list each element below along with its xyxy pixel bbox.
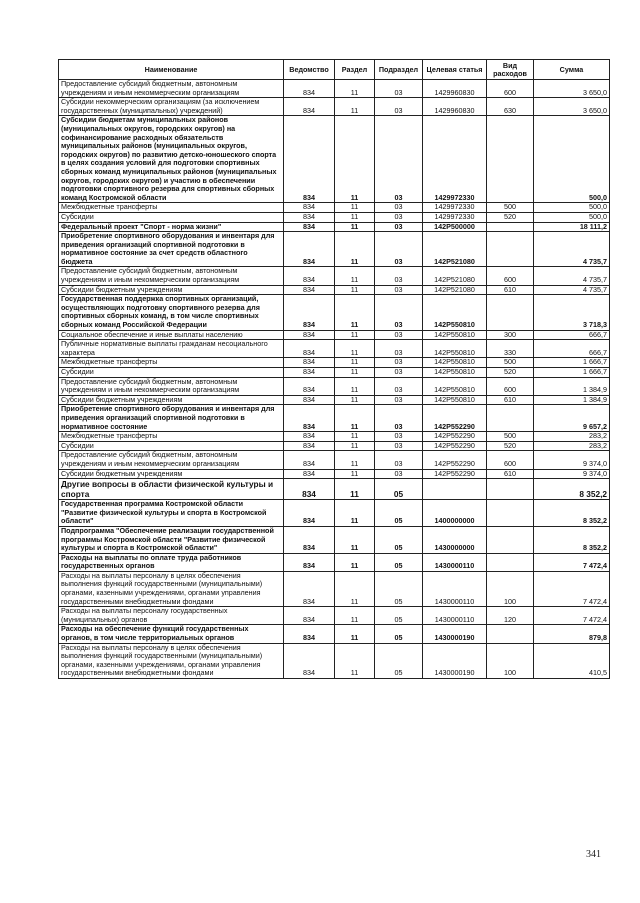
cell-name: Публичные нормативные выплаты гражданам несоциального характера	[59, 340, 284, 358]
cell-type	[487, 405, 534, 432]
cell-section: 11	[335, 500, 375, 527]
cell-target: 1430000190	[423, 625, 487, 643]
cell-name: Другие вопросы в области физической культуры и спорта	[59, 479, 284, 500]
cell-target: 142P550810	[423, 377, 487, 395]
cell-type: 120	[487, 607, 534, 625]
cell-subsection: 03	[375, 441, 423, 451]
col-header-ministry: Ведомство	[284, 60, 335, 80]
table-row	[59, 405, 610, 432]
cell-ministry: 834	[284, 526, 335, 553]
cell-type: 500	[487, 203, 534, 213]
cell-sum: 7 472,4	[534, 553, 610, 571]
table-row	[59, 607, 610, 625]
cell-ministry: 834	[284, 358, 335, 368]
cell-target: 142P550810	[423, 358, 487, 368]
cell-sum: 500,0	[534, 212, 610, 222]
cell-type	[487, 222, 534, 232]
cell-target: 142P521080	[423, 232, 487, 267]
cell-ministry: 834	[284, 469, 335, 479]
cell-name: Расходы на выплаты по оплате труда работников государственных органов	[59, 553, 284, 571]
col-header-type: Вид расходов	[487, 60, 534, 80]
cell-target: 1430000110	[423, 553, 487, 571]
cell-target: 142P521080	[423, 285, 487, 295]
cell-section: 11	[335, 295, 375, 330]
table-row	[59, 285, 610, 295]
cell-name: Федеральный проект "Спорт - норма жизни"	[59, 222, 284, 232]
cell-name: Предоставление субсидий бюджетным, автономным учреждениям и иным некоммерческим организациям	[59, 377, 284, 395]
cell-subsection: 03	[375, 377, 423, 395]
cell-section: 11	[335, 232, 375, 267]
cell-target: 1430000190	[423, 643, 487, 678]
cell-section: 11	[335, 469, 375, 479]
cell-name: Субсидии некоммерческим организациям (за исключением государственных (муниципальных) учреждений)	[59, 98, 284, 116]
cell-name: Расходы на выплаты персоналу в целях обеспечения выполнения функций государственными (муниципальными) органами, казенными учреждениями, органами управления государственными внебюджетными фондами	[59, 643, 284, 678]
cell-target: 1430000000	[423, 526, 487, 553]
table-row	[59, 625, 610, 643]
table-row	[59, 358, 610, 368]
cell-target: 142P500000	[423, 222, 487, 232]
cell-subsection: 03	[375, 469, 423, 479]
cell-target: 1429960830	[423, 80, 487, 98]
cell-subsection: 03	[375, 267, 423, 285]
cell-ministry: 834	[284, 405, 335, 432]
cell-subsection: 05	[375, 607, 423, 625]
cell-subsection: 03	[375, 98, 423, 116]
cell-section: 11	[335, 116, 375, 203]
cell-section: 11	[335, 222, 375, 232]
cell-sum: 1 384,9	[534, 395, 610, 405]
cell-type: 300	[487, 330, 534, 340]
cell-sum: 9 374,0	[534, 469, 610, 479]
cell-subsection: 05	[375, 625, 423, 643]
cell-name: Расходы на обеспечение функций государственных органов, в том числе территориальных органов	[59, 625, 284, 643]
budget-table-page	[58, 59, 609, 679]
cell-type	[487, 232, 534, 267]
col-header-name: Наименование	[59, 60, 284, 80]
cell-subsection: 05	[375, 500, 423, 527]
cell-name: Субсидии	[59, 212, 284, 222]
cell-name: Расходы на выплаты персоналу в целях обеспечения выполнения функций государственными (муниципальными) органами, казенными учреждениями, органами управления государственными внебюджетными фондами	[59, 571, 284, 606]
cell-sum: 879,8	[534, 625, 610, 643]
cell-subsection: 03	[375, 203, 423, 213]
cell-section: 11	[335, 607, 375, 625]
table-row	[59, 340, 610, 358]
cell-type: 600	[487, 80, 534, 98]
cell-ministry: 834	[284, 479, 335, 500]
cell-target: 1429972330	[423, 212, 487, 222]
cell-ministry: 834	[284, 295, 335, 330]
cell-sum: 3 650,0	[534, 98, 610, 116]
cell-subsection: 03	[375, 212, 423, 222]
cell-ministry: 834	[284, 643, 335, 678]
budget-table	[58, 59, 610, 679]
cell-subsection: 03	[375, 285, 423, 295]
col-header-target: Целевая статья	[423, 60, 487, 80]
cell-target: 142P552290	[423, 405, 487, 432]
cell-name: Субсидии	[59, 441, 284, 451]
cell-subsection: 03	[375, 340, 423, 358]
cell-type	[487, 553, 534, 571]
cell-type: 600	[487, 377, 534, 395]
cell-section: 11	[335, 98, 375, 116]
cell-ministry: 834	[284, 80, 335, 98]
cell-subsection: 03	[375, 451, 423, 469]
cell-type: 520	[487, 368, 534, 378]
table-row	[59, 368, 610, 378]
table-row	[59, 553, 610, 571]
cell-target: 142P521080	[423, 267, 487, 285]
cell-name: Предоставление субсидий бюджетным, автономным учреждениям и иным некоммерческим организациям	[59, 451, 284, 469]
cell-target: 142P552290	[423, 432, 487, 442]
cell-subsection: 03	[375, 80, 423, 98]
cell-type: 600	[487, 451, 534, 469]
cell-name: Приобретение спортивного оборудования и инвентаря для приведения организаций спортивной подготовки в нормативное состояние	[59, 405, 284, 432]
cell-subsection: 03	[375, 368, 423, 378]
cell-sum: 1 666,7	[534, 368, 610, 378]
cell-sum: 9 374,0	[534, 451, 610, 469]
cell-ministry: 834	[284, 222, 335, 232]
cell-sum: 8 352,2	[534, 526, 610, 553]
cell-ministry: 834	[284, 98, 335, 116]
cell-type: 520	[487, 441, 534, 451]
cell-section: 11	[335, 643, 375, 678]
cell-sum: 3 718,3	[534, 295, 610, 330]
cell-type: 100	[487, 571, 534, 606]
cell-name: Межбюджетные трансферты	[59, 432, 284, 442]
cell-name: Расходы на выплаты персоналу государственных (муниципальных) органов	[59, 607, 284, 625]
table-row	[59, 377, 610, 395]
cell-ministry: 834	[284, 441, 335, 451]
cell-sum: 8 352,2	[534, 500, 610, 527]
cell-sum: 3 650,0	[534, 80, 610, 98]
table-row	[59, 267, 610, 285]
cell-type	[487, 500, 534, 527]
cell-ministry: 834	[284, 432, 335, 442]
table-row	[59, 295, 610, 330]
cell-sum: 4 735,7	[534, 285, 610, 295]
cell-target: 142P550810	[423, 395, 487, 405]
cell-sum: 7 472,4	[534, 571, 610, 606]
table-row	[59, 395, 610, 405]
cell-sum: 18 111,2	[534, 222, 610, 232]
cell-name: Социальное обеспечение и иные выплаты населению	[59, 330, 284, 340]
cell-target: 142P552290	[423, 441, 487, 451]
cell-subsection: 05	[375, 553, 423, 571]
cell-target: 142P550810	[423, 340, 487, 358]
cell-ministry: 834	[284, 267, 335, 285]
cell-name: Межбюджетные трансферты	[59, 358, 284, 368]
col-header-sum: Сумма	[534, 60, 610, 80]
cell-name: Предоставление субсидий бюджетным, автономным учреждениям и иным некоммерческим организациям	[59, 80, 284, 98]
cell-target	[423, 479, 487, 500]
cell-sum: 283,2	[534, 432, 610, 442]
cell-name: Государственная программа Костромской области "Развитие физической культуры и спорта в Костромской области"	[59, 500, 284, 527]
table-row	[59, 222, 610, 232]
table-row	[59, 451, 610, 469]
cell-subsection: 03	[375, 405, 423, 432]
cell-type	[487, 116, 534, 203]
cell-ministry: 834	[284, 330, 335, 340]
cell-name: Приобретение спортивного оборудования и инвентаря для приведения организаций спортивной подготовки в нормативное состояние за счет средств областного бюджета	[59, 232, 284, 267]
cell-target: 1430000110	[423, 607, 487, 625]
cell-name: Субсидии бюджетным учреждениям	[59, 285, 284, 295]
cell-section: 11	[335, 571, 375, 606]
cell-section: 11	[335, 330, 375, 340]
table-row	[59, 212, 610, 222]
cell-sum: 666,7	[534, 340, 610, 358]
cell-sum: 410,5	[534, 643, 610, 678]
cell-subsection: 03	[375, 232, 423, 267]
cell-type	[487, 479, 534, 500]
cell-section: 11	[335, 285, 375, 295]
cell-section: 11	[335, 395, 375, 405]
cell-sum: 500,0	[534, 203, 610, 213]
table-row	[59, 571, 610, 606]
cell-sum: 4 735,7	[534, 267, 610, 285]
cell-target: 1429972330	[423, 116, 487, 203]
table-row	[59, 116, 610, 203]
cell-ministry: 834	[284, 368, 335, 378]
table-row	[59, 203, 610, 213]
cell-subsection: 03	[375, 432, 423, 442]
cell-sum: 9 657,2	[534, 405, 610, 432]
cell-type: 610	[487, 395, 534, 405]
cell-section: 11	[335, 553, 375, 571]
cell-ministry: 834	[284, 625, 335, 643]
cell-name: Подпрограмма "Обеспечение реализации государственной программы Костромской области "Развитие физической культуры и спорта в Костромской области"	[59, 526, 284, 553]
table-row	[59, 500, 610, 527]
cell-subsection: 05	[375, 479, 423, 500]
cell-target: 1429972330	[423, 203, 487, 213]
cell-subsection: 03	[375, 222, 423, 232]
cell-type: 610	[487, 469, 534, 479]
cell-sum: 7 472,4	[534, 607, 610, 625]
cell-section: 11	[335, 358, 375, 368]
cell-subsection: 03	[375, 330, 423, 340]
cell-ministry: 834	[284, 232, 335, 267]
table-row	[59, 232, 610, 267]
table-row	[59, 441, 610, 451]
cell-target: 142P550810	[423, 295, 487, 330]
cell-sum: 1 666,7	[534, 358, 610, 368]
cell-type	[487, 526, 534, 553]
cell-sum: 666,7	[534, 330, 610, 340]
cell-sum: 4 735,7	[534, 232, 610, 267]
cell-ministry: 834	[284, 607, 335, 625]
cell-section: 11	[335, 212, 375, 222]
cell-sum: 283,2	[534, 441, 610, 451]
cell-ministry: 834	[284, 377, 335, 395]
cell-target: 1400000000	[423, 500, 487, 527]
table-header-row	[59, 60, 610, 80]
cell-section: 11	[335, 451, 375, 469]
cell-type	[487, 625, 534, 643]
cell-subsection: 03	[375, 358, 423, 368]
cell-sum: 1 384,9	[534, 377, 610, 395]
cell-name: Субсидии	[59, 368, 284, 378]
cell-type: 330	[487, 340, 534, 358]
cell-type: 600	[487, 267, 534, 285]
col-header-subsection: Подраздел	[375, 60, 423, 80]
cell-type	[487, 295, 534, 330]
table-row	[59, 479, 610, 500]
cell-name: Субсидии бюджетным учреждениям	[59, 469, 284, 479]
table-row	[59, 469, 610, 479]
cell-type: 520	[487, 212, 534, 222]
cell-ministry: 834	[284, 340, 335, 358]
cell-section: 11	[335, 80, 375, 98]
cell-section: 11	[335, 526, 375, 553]
cell-subsection: 03	[375, 295, 423, 330]
cell-type: 630	[487, 98, 534, 116]
cell-sum: 8 352,2	[534, 479, 610, 500]
cell-ministry: 834	[284, 395, 335, 405]
cell-section: 11	[335, 267, 375, 285]
cell-type: 500	[487, 432, 534, 442]
cell-section: 11	[335, 368, 375, 378]
cell-subsection: 03	[375, 395, 423, 405]
cell-target: 142P552290	[423, 469, 487, 479]
cell-section: 11	[335, 203, 375, 213]
cell-subsection: 05	[375, 526, 423, 553]
cell-name: Государственная поддержка спортивных организаций, осуществляющих подготовку спортивного резерва для спортивных сборных команд, в том числе спортивных сборных команд Российской Федерации	[59, 295, 284, 330]
cell-name: Субсидии бюджетам муниципальных районов (муниципальных округов, городских округов) на софинансирование расходных обязательств муниципальных районов (муниципальных округов, городских округов) по развитию детско-юношеского спорта в целях создания условий для подготовки спортивных сборных команд муниципальных районов (муниципальных округов, городских округов) и участию в обеспечении подготовки спортивного резерва для спортивных сборных команд Костромской области	[59, 116, 284, 203]
page-number: 341	[586, 849, 601, 860]
cell-type: 610	[487, 285, 534, 295]
table-row	[59, 526, 610, 553]
cell-name: Межбюджетные трансферты	[59, 203, 284, 213]
cell-section: 11	[335, 432, 375, 442]
cell-subsection: 05	[375, 643, 423, 678]
cell-target: 1430000110	[423, 571, 487, 606]
cell-type: 500	[487, 358, 534, 368]
cell-ministry: 834	[284, 500, 335, 527]
cell-section: 11	[335, 340, 375, 358]
cell-target: 142P550810	[423, 368, 487, 378]
cell-target: 142P550810	[423, 330, 487, 340]
table-row	[59, 432, 610, 442]
cell-subsection: 05	[375, 571, 423, 606]
cell-ministry: 834	[284, 571, 335, 606]
cell-target: 142P552290	[423, 451, 487, 469]
cell-name: Предоставление субсидий бюджетным, автономным учреждениям и иным некоммерческим организациям	[59, 267, 284, 285]
cell-target: 1429960830	[423, 98, 487, 116]
cell-ministry: 834	[284, 553, 335, 571]
cell-ministry: 834	[284, 116, 335, 203]
cell-section: 11	[335, 377, 375, 395]
cell-ministry: 834	[284, 212, 335, 222]
cell-ministry: 834	[284, 285, 335, 295]
cell-section: 11	[335, 625, 375, 643]
table-row	[59, 643, 610, 678]
cell-subsection: 03	[375, 116, 423, 203]
cell-ministry: 834	[284, 451, 335, 469]
table-body	[59, 80, 610, 679]
table-row	[59, 98, 610, 116]
cell-ministry: 834	[284, 203, 335, 213]
cell-name: Субсидии бюджетным учреждениям	[59, 395, 284, 405]
table-row	[59, 330, 610, 340]
cell-section: 11	[335, 405, 375, 432]
table-row	[59, 80, 610, 98]
cell-section: 11	[335, 441, 375, 451]
cell-sum: 500,0	[534, 116, 610, 203]
cell-type: 100	[487, 643, 534, 678]
cell-section: 11	[335, 479, 375, 500]
col-header-section: Раздел	[335, 60, 375, 80]
